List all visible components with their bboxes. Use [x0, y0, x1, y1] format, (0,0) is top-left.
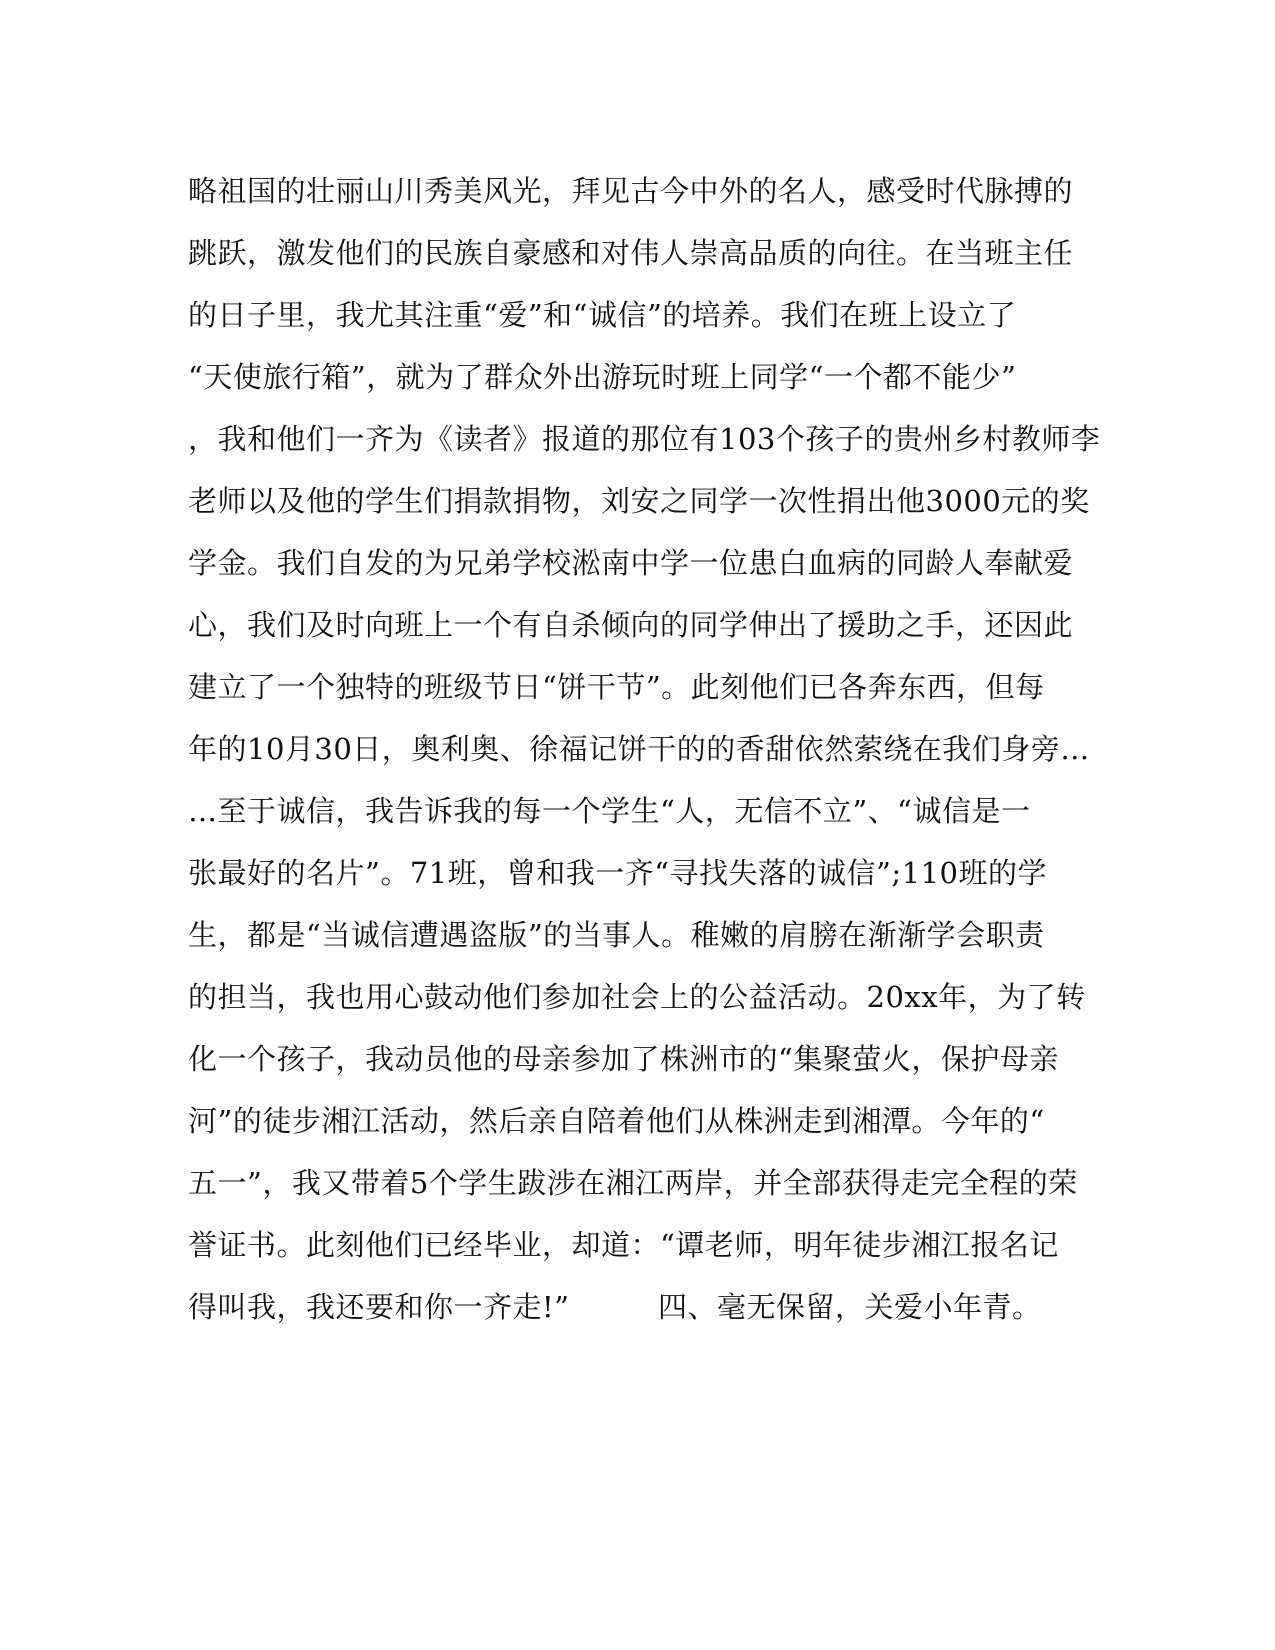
- text-line: 跳跃，激发他们的民族自豪感和对伟人崇高品质的向往。在当班主任: [188, 236, 1074, 270]
- text-line: 化一个孩子，我动员他的母亲参加了株洲市的“集聚萤火，保护母亲: [188, 1042, 1059, 1076]
- text-line: …至于诚信，我告诉我的每一个学生“人，无信不立”、“诚信是一: [188, 794, 1031, 828]
- text-line: 年的10月30日，奥利奥、徐福记饼干的的香甜依然萦绕在我们身旁…: [188, 732, 1090, 766]
- text-line: 五一”，我又带着5个学生跋涉在湘江两岸，并全部获得走完全程的荣: [188, 1166, 1078, 1200]
- text-line: 的担当，我也用心鼓动他们参加社会上的公益活动。20xx年，为了转: [188, 980, 1086, 1014]
- text-line: 学金。我们自发的为兄弟学校淞南中学一位患白血病的同龄人奉献爱: [188, 546, 1074, 580]
- text-line: 誉证书。此刻他们已经毕业，却道：“谭老师，明年徒步湘江报名记: [188, 1228, 1059, 1262]
- text-line: 张最好的名片”。71班，曾和我一齐“寻找失落的诚信”;110班的学: [188, 856, 1048, 890]
- text-line: 略祖国的壮丽山川秀美风光，拜见古今中外的名人，感受时代脉搏的: [188, 174, 1074, 208]
- text-line: 生，都是“当诚信遭遇盗版”的当事人。稚嫩的肩膀在渐渐学会职责: [188, 918, 1045, 952]
- text-line: 老师以及他的学生们捐款捐物，刘安之同学一次性捐出他3000元的奖: [188, 484, 1090, 518]
- text-line: 的日子里，我尤其注重“爱”和“诚信”的培养。我们在班上设立了: [188, 298, 1017, 332]
- text-line: “天使旅行箱”，就为了群众外出游玩时班上同学“一个都不能少”: [188, 360, 1017, 394]
- text-line: ，我和他们一齐为《读者》报道的那位有103个孩子的贵州乡村教师李: [188, 422, 1101, 456]
- body-text: [188, 160, 1101, 1338]
- text-line: 得叫我，我还要和你一齐走!” 四、毫无保留，关爱小年青。: [188, 1290, 1042, 1324]
- text-line: 河”的徒步湘江活动，然后亲自陪着他们从株洲走到湘潭。今年的“: [188, 1104, 1045, 1138]
- text-line: 心，我们及时向班上一个有自杀倾向的同学伸出了援助之手，还因此: [188, 608, 1074, 642]
- text-line: 建立了一个独特的班级节日“饼干节”。此刻他们已各奔东西，但每: [188, 670, 1045, 704]
